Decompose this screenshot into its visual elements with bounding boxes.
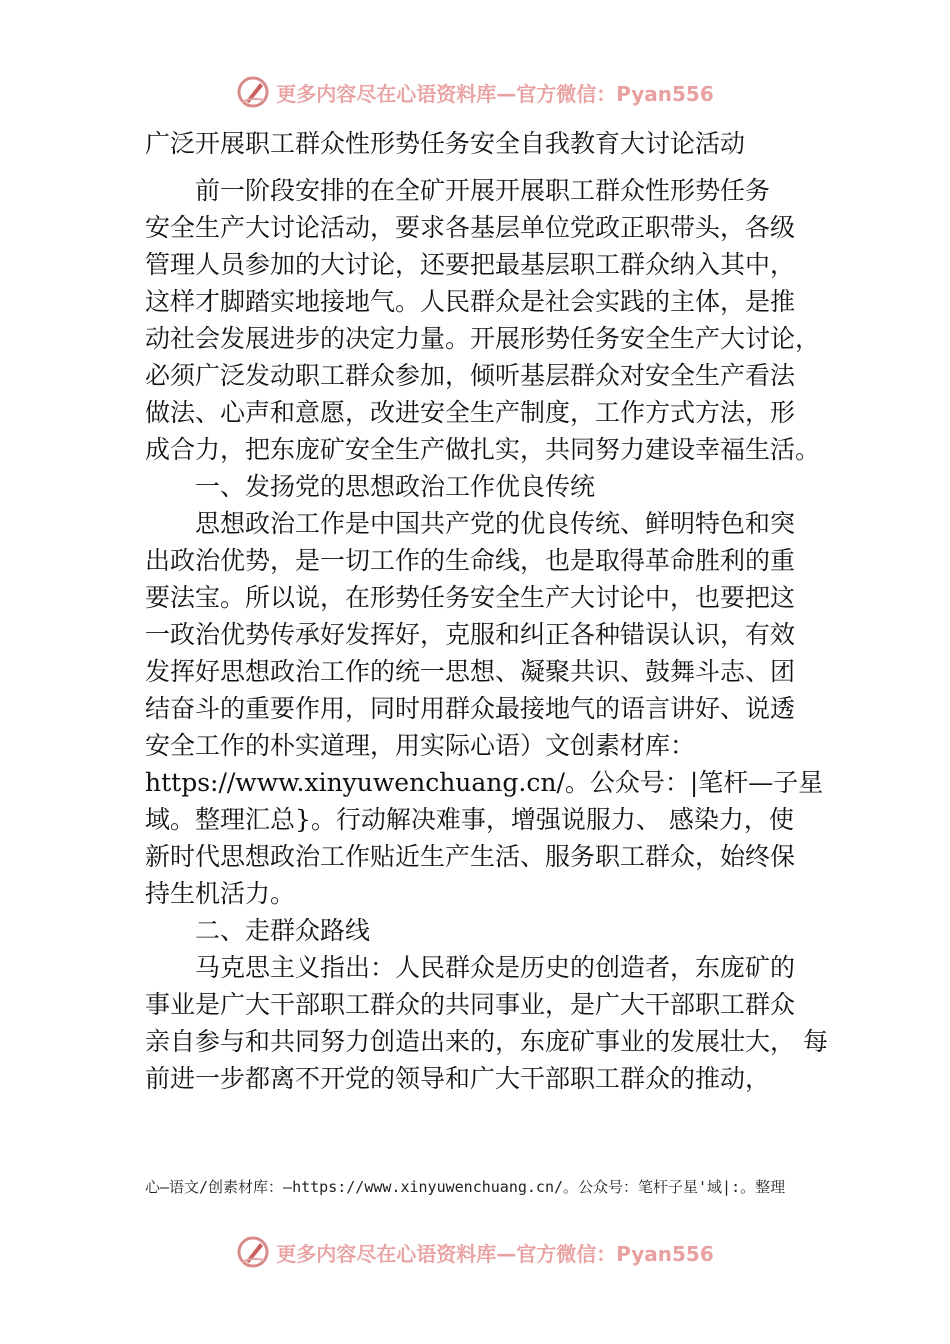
text-line: 出政治优势，是一切工作的生命线，也是取得革命胜利的重 [145, 546, 796, 575]
text-line: 成合力，把东庞矿安全生产做扎实，共同努力建设幸福生活。 [145, 435, 821, 464]
text-line: 事业是广大干部职工群众的共同事业，是广大干部职工群众 [145, 990, 796, 1019]
banner-text: 更多内容尽在心语资料库—官方微信：Pyan556 [276, 1241, 714, 1266]
text-line: 前一阶段安排的在全矿开展开展职工群众性形势任务 [145, 176, 771, 205]
text-line: 这样才脚踏实地接地气。人民群众是社会实践的主体，是推 [145, 287, 796, 316]
text-line: 安全生产大讨论活动，要求各基层单位党政正职带头，各级 [145, 213, 796, 242]
pen-circle-logo-icon [236, 1235, 270, 1269]
text-line-url: https://www.xinyuwenchuang.cn/。公众号：|笔杆—子星 [145, 768, 824, 797]
text-line: 动社会发展进步的决定力量。开展形势任务安全生产大讨论， [145, 324, 821, 353]
section-heading: 二、走群众路线 [145, 916, 371, 945]
text-line: 思想政治工作是中国共产党的优良传统、鲜明特色和突 [145, 509, 796, 538]
text-line: 安全工作的朴实道理，用实际心语）文创素材库： [145, 731, 696, 760]
section-heading: 一、发扬党的思想政治工作优良传统 [145, 472, 596, 501]
text-line: 持生机活力。 [145, 879, 296, 908]
text-line: 必须广泛发动职工群众参加，倾听基层群众对安全生产看法 [145, 361, 796, 390]
text-line: 做法、心声和意愿，改进安全生产制度，工作方式方法，形 [145, 398, 796, 427]
footer-banner [0, 1232, 950, 1272]
footer-note: 心—语文/创素材库：—https://www.xinyuwenchuang.cn/。公众号：笔杆子星'域|:。整理 [145, 1178, 786, 1196]
text-line: 域。整理汇总}。行动解决难事，增强说服力、 感染力，使 [145, 805, 794, 834]
text-line: 一政治优势传承好发挥好，克服和纠正各种错误认识，有效 [145, 620, 796, 649]
document-title: 广泛开展职工群众性形势任务安全自我教育大讨论活动 [145, 129, 746, 158]
text-line: 管理人员参加的大讨论，还要把最基层职工群众纳入其中， [145, 250, 796, 279]
text-line: 马克思主义指出：人民群众是历史的创造者，东庞矿的 [145, 953, 796, 982]
text-line: 新时代思想政治工作贴近生产生活、服务职工群众，始终保 [145, 842, 796, 871]
text-line: 前进一步都离不开党的领导和广大干部职工群众的推动， [145, 1064, 771, 1093]
document-body [145, 172, 828, 1097]
text-line: 要法宝。所以说，在形势任务安全生产大讨论中，也要把这 [145, 583, 796, 612]
text-line: 亲自参与和共同努力创造出来的，东庞矿事业的发展壮大， 每 [145, 1027, 828, 1056]
text-line: 结奋斗的重要作用，同时用群众最接地气的语言讲好、说透 [145, 694, 796, 723]
banner-text: 更多内容尽在心语资料库—官方微信：Pyan556 [276, 81, 714, 106]
pen-circle-logo-icon [236, 75, 270, 109]
header-banner [0, 72, 950, 112]
text-line: 发挥好思想政治工作的统一思想、凝聚共识、鼓舞斗志、团 [145, 657, 796, 686]
